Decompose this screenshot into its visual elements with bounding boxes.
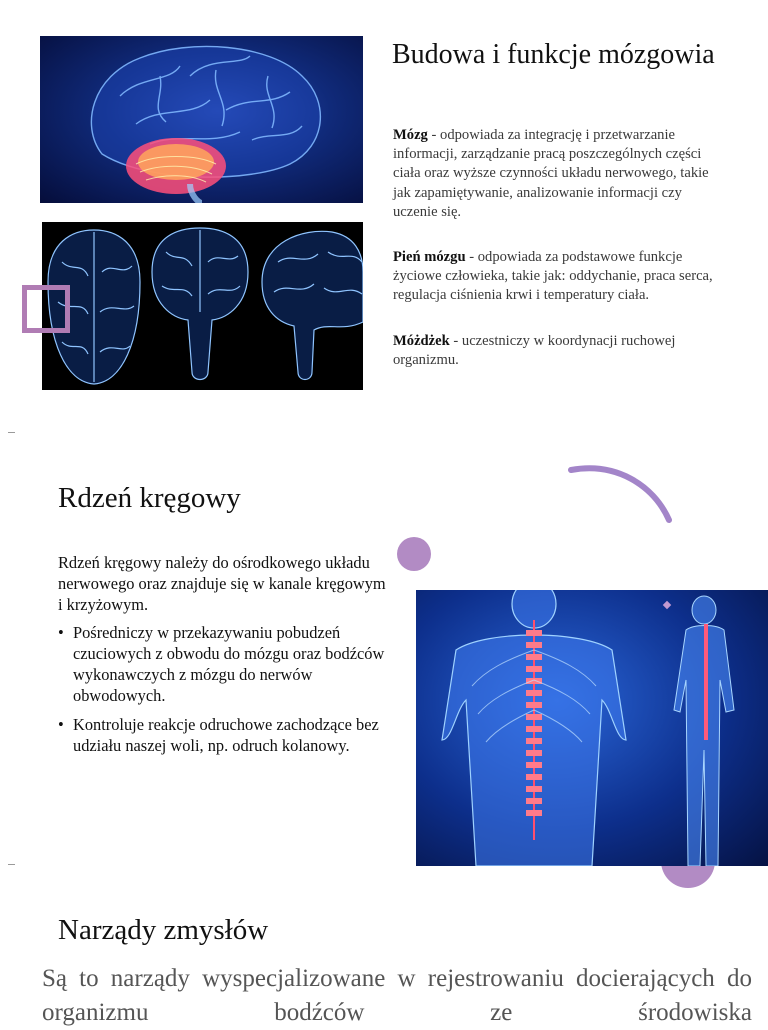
sense-organs-body-text: Są to narządy wyspecjalizowane w rejestrowaniu docierających do organizmu bodźców ze środowiska	[42, 965, 752, 1026]
term-cerebellum: Móżdżek	[393, 333, 450, 349]
term-brain: Mózg	[393, 127, 428, 143]
list-item: • Pośredniczy w przekazywaniu pobudzeń czuciowych z obwodu do mózgu oraz bodźców wykonawczych z mózgu do nerwów obwodowych.	[58, 622, 394, 706]
decorative-arc	[565, 462, 675, 526]
text-brainstem: - odpowiada za podstawowe funkcje życiowe człowieka, takie jak: oddychanie, praca serca, regulacja ciśnienia krwi i temperatury ciała.	[393, 249, 713, 304]
paragraph-brainstem	[393, 248, 723, 306]
list-item: • Kontroluje reakcje odruchowe zachodzące bez udziału naszej woli, np. odruch kolanowy.	[58, 714, 394, 756]
slide1-title: Budowa i funkcje mózgowia	[392, 39, 715, 70]
term-brainstem: Pień mózgu	[393, 249, 466, 265]
slide-divider-mark	[8, 864, 15, 865]
brain-three-views-image	[42, 222, 363, 390]
paragraph-brain	[393, 126, 723, 222]
spinal-cord-image	[416, 590, 768, 866]
decorative-purple-square	[22, 285, 70, 333]
slide2-title: Rdzeń kręgowy	[58, 482, 241, 514]
spinal-cord-bullet-list	[58, 622, 394, 764]
spinal-cord-intro: Rdzeń kręgowy należy do ośrodkowego układu nerwowego oraz znajduje się w kanale kręgowym i krzyżowym.	[58, 553, 386, 614]
text-cerebellum: - uczestniczy w koordynacji ruchowej organizmu.	[393, 333, 676, 369]
brain-cerebellum-image	[40, 36, 363, 203]
slide-divider-mark	[8, 432, 15, 433]
slide3-title: Narządy zmysłów	[58, 914, 269, 946]
decorative-circle-small	[397, 537, 431, 571]
paragraph-cerebellum	[393, 332, 723, 370]
text-brain: - odpowiada za integrację i przetwarzanie informacji, zarządzanie pracą poszczególnych części ciała oraz wyższe czynności układu nerwowego, takie jak zapamiętywanie, analizowanie informacji czy uczenie się.	[393, 127, 709, 220]
